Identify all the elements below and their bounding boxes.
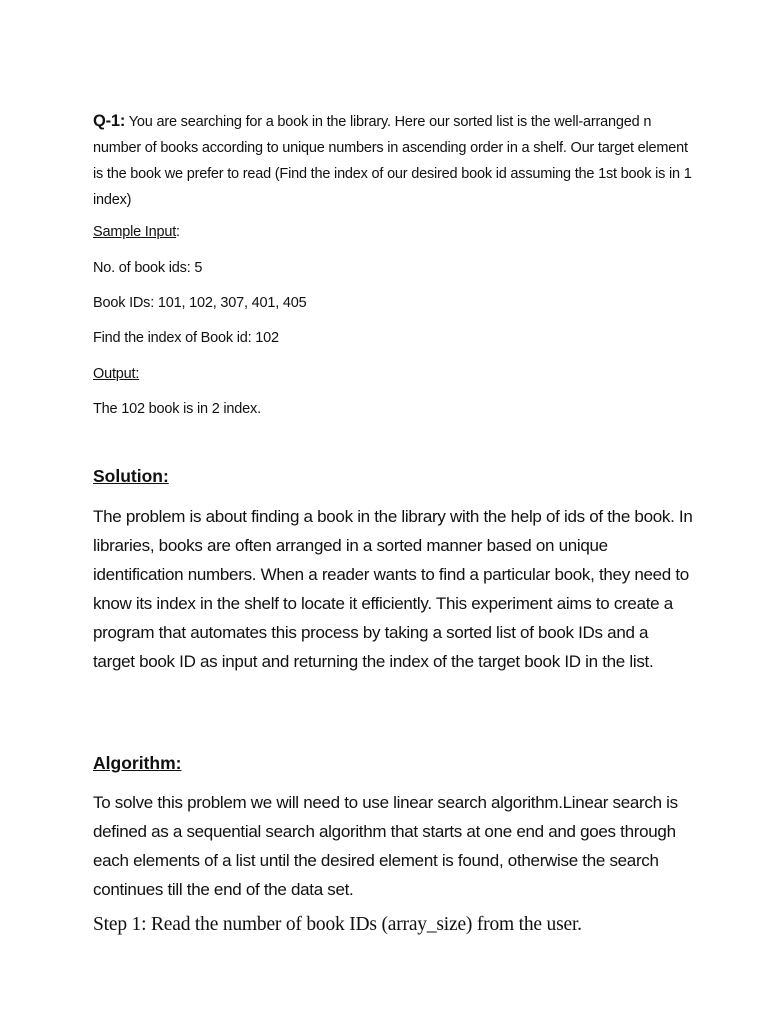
sample-input-heading: Sample Input: bbox=[93, 224, 180, 240]
output-heading: Output: bbox=[93, 366, 140, 382]
output-text: The 102 book is in 2 index. bbox=[93, 401, 261, 417]
solution-paragraph: The problem is about finding a book in the library with the help of ids of the book. In libraries, books are often arranged in a sorted manner based on unique identification numbers. When a reader wants to find a particular book, they need to know its index in the shelf to locate it efficiently. This experiment aims to create a program that automates this process by taking a sorted list of book IDs and a target book ID as input and returning the index of the target book ID in the list. bbox=[93, 507, 693, 671]
sample-input-line: Book IDs: 101, 102, 307, 401, 405 bbox=[93, 295, 307, 311]
sample-input-line: Find the index of Book id: 102 bbox=[93, 330, 279, 346]
algorithm-paragraph: To solve this problem we will need to use linear search algorithm.Linear search is defined as a sequential search algorithm that starts at one end and goes through each elements of a list until the desired element is found, otherwise the search continues till the end of the data set. bbox=[93, 793, 678, 899]
question-text: You are searching for a book in the library. Here our sorted list is the well-arranged n number of books according to unique numbers in ascending order in a shelf. Our target element is the book we prefer to read (Find the index of our desired book id assuming the 1st book is in 1 index) bbox=[93, 114, 692, 208]
algorithm-heading: Algorithm: bbox=[93, 753, 182, 773]
question-paragraph bbox=[93, 108, 693, 213]
solution-heading: Solution: bbox=[93, 466, 169, 486]
sample-input-line: No. of book ids: 5 bbox=[93, 260, 203, 276]
algorithm-step-1: Step 1: Read the number of book IDs (array_size) from the user. bbox=[93, 914, 582, 935]
question-number: Q-1: bbox=[93, 112, 126, 130]
